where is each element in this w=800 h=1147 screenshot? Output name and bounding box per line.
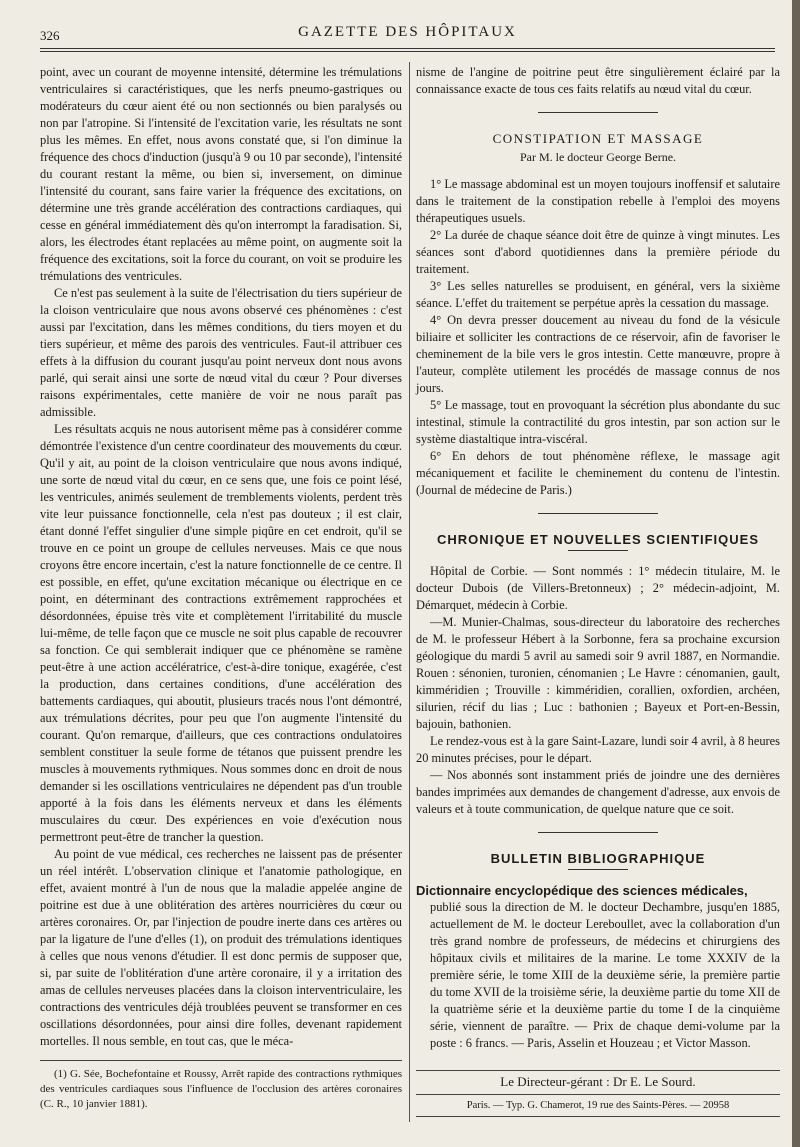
left-column [40,64,402,1112]
paragraph: Au point de vue médical, ces recherches ne laissent pas de présenter un réel intérêt. L'observation clinique et l'anatomie pathologique, en effet, avaient montré à l'un de nous que la maladie appelée angine de poitrine est due à une oblitération des artères nourricières du cœur ou artères coronaires. Or, par l'injection de poudre inerte dans ces artères ou par la ligature de l'une d'elles (1), on produit des trémulations identiques à celles que nous venons d'étudier. Il est donc permis de supposer que, si, par suite de l'oblitération d'une artère coronaire, il y a irritation des amas de cellules nerveuses placées dans la cloison interventriculaire, les contractions des ventricules déjà troublées peuvent se transformer en ces oscillations désordonnées, pour ainsi dire folles, devenant rapidement mortelles. Il nous semble, en tout cas, que le méca- [40,847,402,1048]
page-edge [792,0,800,1147]
section-title-bulletin: BULLETIN BIBLIOGRAPHIQUE [490,851,706,866]
numbered-item: 1° Le massage abdominal est un moyen toujours inoffensif et salutaire dans le traitement de la constipation rebelle à l'emploi des moyens thérapeutiques usuels. [416,177,780,225]
bibliography-title: Dictionnaire encyclopédique des sciences médicales, [416,883,748,898]
section-title-constipation: CONSTIPATION ET MASSAGE [492,131,704,146]
continuation-paragraph: nisme de l'angine de poitrine peut être singulièrement éclairé par la connaissance exacte de tous ces faits relatifs au nœud vital du cœur. [416,65,780,96]
numbered-item: 5° Le massage, tout en provoquant la sécrétion plus abondante du suc intestinal, stimule la contractilité du gros intestin, par son action sur le système diastaltique intra-viscéral. [416,398,780,446]
section-title-chronique: CHRONIQUE ET NOUVELLES SCIENTIFIQUES [436,532,760,547]
printer-line: Paris. — Typ. G. Chamerot, 19 rue des Saints-Pères. — 20958 [416,1094,780,1117]
numbered-item: 6° En dehors de tout phénomène réflexe, le massage agit mécaniquement et facilite le cheminement du contenu de l'intestin. (Journal de médecine de Paris.) [416,449,780,497]
paragraph: Ce n'est pas seulement à la suite de l'électrisation du tiers supérieur de la cloison ventriculaire que nous avons observé ces phénomènes : c'est aussi par l'excitation, dans les mêmes conditions, du tiers moyen et du tiers supérieur, et même des parois des ventricules. Faut-il attribuer ces effets à la diffusion du courant jusqu'au point nerveux dont nous avons parlé, qui serait ainsi une sorte de nœud vital du cœur ? Pour diverses raisons expérimentales, cette manière de voir ne nous paraît pas admissible. [40,286,402,419]
right-column [416,64,780,1117]
director-line: Le Directeur-gérant : Dr E. Le Sourd. [416,1070,780,1090]
news-item: —M. Munier-Chalmas, sous-directeur du laboratoire des recherches de M. le professeur Hébert à la Sorbonne, fera sa prochaine excursion géologique du mardi 5 avril au samedi soir 9 avril 1887, en Normandie. Rouen : sénonien, turonien, cénomanien ; Le Havre : cénomanien, gault, kimméridien ; Trouville : kimméridien, corallien, oxfordien, archéen, silurien, récif du lias ; Luc : bathonien ; Bayeux et Port-en-Bessin, bajouin, bathonien. [416,615,780,731]
numbered-item: 2° La durée de chaque séance doit être de quinze à vingt minutes. Les séances sont d'abord quotidiennes dans la première période du traitement. [416,228,780,276]
bibliography-text: publié sous la direction de M. le docteur Dechambre, jusqu'en 1885, actuellement de M. le docteur Lereboullet, avec la collaboration d'un très grand nombre de professeurs, de médecins et chirurgiens des hôpitaux civils et militaires de la marine. Le tome XXXIV de la première série, le tome XIII de la deuxième série, la première partie du tome XVII de la troisième série, la deuxième partie du tome XII de la quatrième série et la deuxième partie du tome I de la cinquième série, viennent de paraître. — Prix de chaque demi-volume par la poste : 6 francs. — Paris, Asselin et Houzeau ; et Victor Masson. [430,900,780,1050]
header-rule [40,48,775,52]
news-item: Le rendez-vous est à la gare Saint-Lazare, lundi soir 4 avril, à 8 heures 20 minutes précises, pour le départ. [416,734,780,765]
numbered-item: 4° On devra presser doucement au niveau du fond de la vésicule biliaire et solliciter les contractions de ce réservoir, afin de favoriser le cheminement de la bile vers le gros intestin. Cette manœuvre, propre à l'auteur, complète utilement les procédés de massage connus de nos jours. [416,313,780,395]
ornament-divider [416,104,780,116]
page-number: 326 [40,28,60,43]
ornament-divider [416,505,780,517]
running-head [40,20,775,44]
byline: Par M. le docteur George Berne. [519,150,677,164]
footnote: (1) G. Sée, Bochefontaine et Roussy, Arrêt rapide des contractions rythmiques des ventricules cardiaques sous l'influence de l'occlusion des artères coronaires (C. R., 10 janvier 1881). [40,1068,402,1110]
column-rule [409,62,410,1122]
news-item: Hôpital de Corbie. — Sont nommés : 1° médecin titulaire, M. le docteur Dubois (de Villers-Bretonneux) ; 2° médecin-adjoint, M. Démarquet, médecin à Corbie. [416,564,780,612]
news-item: — Nos abonnés sont instamment priés de joindre une des dernières bandes imprimées aux demandes de changement d'adresse, aux envois de valeurs et à toute communication, de quelque nature que ce soit. [416,768,780,816]
bibliography-entry [416,882,780,1052]
footnote-rule [40,1060,402,1061]
journal-title: GAZETTE DES HÔPITAUX [298,24,517,40]
ornament-divider [416,824,780,836]
numbered-item: 3° Les selles naturelles se produisent, en général, vers la sixième séance. L'effet du traitement se perpétue après la cessation du massage. [416,279,780,310]
short-rule [568,550,628,551]
paragraph: Les résultats acquis ne nous autorisent même pas à considérer comme démontrée l'existence d'un centre coordinateur des mouvements du cœur. Qu'il y ait, au point de la cloison ventriculaire que nous avons indiqué, une sorte de nœud vital du cœur, en ce sens que, une fois ce point lésé, les ventricules, animés seulement de tremblements violents, perdent très vite leur puissance fonctionnelle, cela n'est pas douteux ; il est clair, étant donné l'effet singulier d'une simple piqûre en cet endroit, qu'il se trouve en ce point un groupe de cellules nerveuses. Mais ce que nous croyons être encore incertain, c'est la nature fonctionnelle de ce centre. Il est possible, en effet, qu'une excitation mécanique ou électrique en ce point, en déterminant des contractions extrêmement rapprochées et désordonnées, épuise très vite et complètement l'irritabilité du muscle lui-même, de telle façon que ce muscle ne soit plus capable de recouvrer sa fonction. Ce qui semblerait indiquer que ce phénomène se ramène peut-être à une action accélératrice, c'est-à-dire tonique, exagérée, c'est la production, dans certaines conditions, d'une accélération des battements cardiaques, qui aboutit, plusieurs tracés nous l'ont démontré, aux trémulations décrites, pour peu que l'on augmente l'intensité du courant. Qu'on remarque, d'ailleurs, que ces contractions ondulatoires semblent constituer la seule forme de tétanos que puissent prendre les muscles à mouvements rythmiques. Nous sommes donc en droit de nous demander si les oscillations ventriculaires ne dépendent pas d'un trouble apporté à la fois dans les éléments nerveux et dans les éléments musculaires du cœur. Des expériences en voie d'exécution nous permettront peut-être de trancher la question. [40,422,402,844]
paragraph: point, avec un courant de moyenne intensité, détermine les trémulations ventriculaires si caractéristiques, que les nerfs pneumo-gastriques ou modérateurs du cœur aient été ou non sectionnés ou bien paralysés ou non par l'atropine. Si l'intensité de l'excitation varie, les résultats ne sont plus les mêmes. En effet, nous avons constaté que, si l'on diminue la fréquence des chocs d'induction (jusqu'à 9 ou 10 par seconde), l'intensité du courant restant la même, ou bien si, inversement, on diminue l'intensité du courant, sans faire varier la fréquence des excitations, on détermine une très grande accélération des contractions cardiaques, qui cesse en général immédiatement dès qu'on interrompt la faradisation. Si, alors, les électrodes étant replacées au même point, on augmente soit la fréquence des excitations, soit la force du courant, on voit se produire les trémulations des ventricules. [40,65,402,283]
short-rule [568,869,628,870]
